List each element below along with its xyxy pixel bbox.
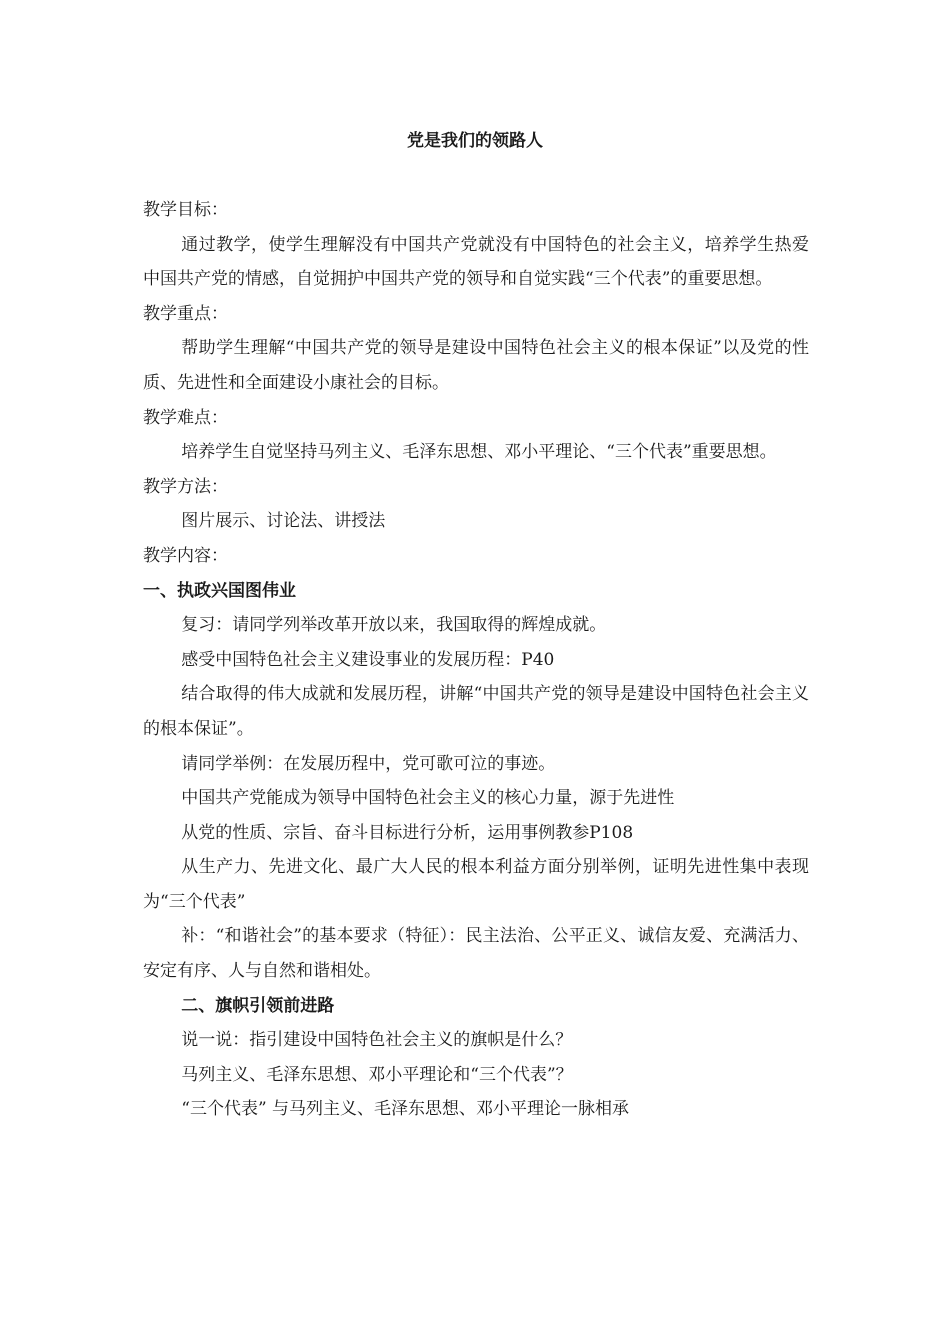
body-paragraph: 马列主义、毛泽东思想、邓小平理论和“三个代表”？ xyxy=(181,1064,573,1085)
body-paragraph: 帮助学生理解“中国共产党的领导是建设中国特色社会主义的根本保证”以及党的性质、先进性和全面建设小康社会的目标。 xyxy=(143,338,809,393)
section-label: 教学难点： xyxy=(143,407,228,428)
body-paragraph: 感受中国特色社会主义建设事业的发展历程：P40 xyxy=(181,649,555,670)
section-label: 教学内容： xyxy=(143,545,228,566)
body-paragraph: 说一说：指引建设中国特色社会主义的旗帜是什么？ xyxy=(181,1030,573,1051)
document-body xyxy=(143,193,809,1127)
document-title: 党是我们的领路人 xyxy=(407,131,543,151)
body-paragraph: 培养学生自觉坚持马列主义、毛泽东思想、邓小平理论、“三个代表”重要思想。 xyxy=(181,442,777,463)
body-paragraph: 通过教学，使学生理解没有中国共产党就没有中国特色的社会主义，培养学生热爱中国共产党的情感，自觉拥护中国共产党的领导和自觉实践“三个代表”的重要思想。 xyxy=(143,234,809,290)
body-paragraph: “三个代表” 与马列主义、毛泽东思想、邓小平理论一脉相承 xyxy=(181,1099,630,1120)
section-label: 教学方法： xyxy=(143,476,228,497)
body-paragraph: 图片展示、讨论法、讲授法 xyxy=(181,511,386,532)
body-paragraph: 结合取得的伟大成就和发展历程，讲解“中国共产党的领导是建设中国特色社会主义的根本保证”。 xyxy=(143,684,809,739)
body-paragraph: 请同学举例：在发展历程中，党可歌可泣的事迹。 xyxy=(181,753,556,774)
body-paragraph: 从党的性质、宗旨、奋斗目标进行分析，运用事例教参P108 xyxy=(181,822,634,843)
section-heading: 一、执政兴国图伟业 xyxy=(143,580,296,601)
body-paragraph: 从生产力、先进文化、最广大人民的根本利益方面分别举例，证明先进性集中表现为“三个代表” xyxy=(143,857,809,912)
section-heading: 二、旗帜引领前进路 xyxy=(181,995,335,1016)
body-paragraph: 复习：请同学列举改革开放以来，我国取得的辉煌成就。 xyxy=(181,615,607,636)
body-paragraph: 中国共产党能成为领导中国特色社会主义的核心力量，源于先进性 xyxy=(181,788,675,809)
body-paragraph: 补：“和谐社会”的基本要求（特征）：民主法治、公平正义、诚信友爱、充满活力、安定有序、人与自然和谐相处。 xyxy=(143,926,809,982)
section-label: 教学重点： xyxy=(143,303,228,324)
section-label: 教学目标： xyxy=(143,200,228,220)
